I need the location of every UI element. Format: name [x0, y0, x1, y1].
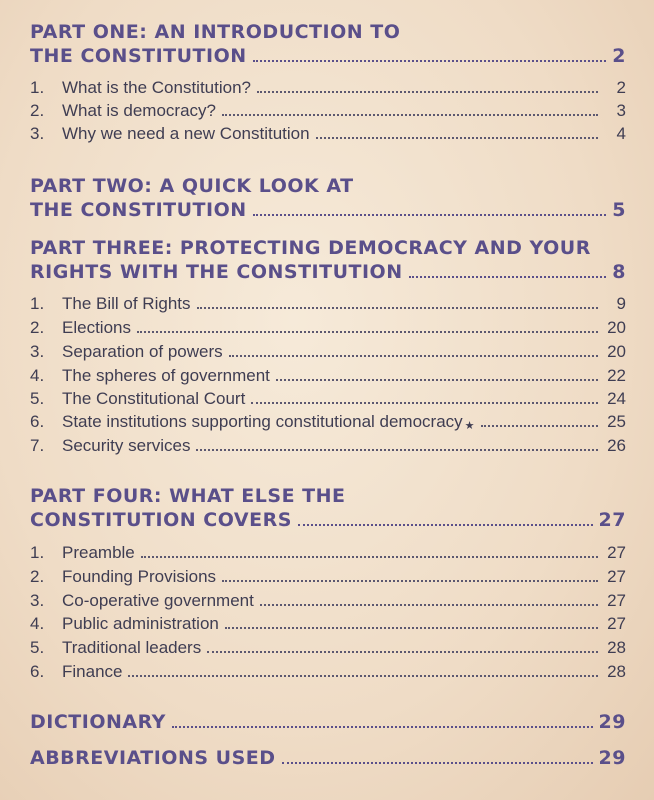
entry-number: 4. [30, 366, 45, 385]
entry-label: Security services [62, 436, 191, 455]
entry-number: 2. [30, 101, 45, 120]
page-number: 4 [616, 124, 626, 143]
part-three-heading[interactable] [30, 236, 626, 284]
page-number: 27 [607, 567, 626, 586]
toc-entry[interactable] [30, 565, 626, 587]
entry-label: The Constitutional Court [62, 389, 246, 408]
leader-dots [197, 307, 599, 309]
part-one-title-line1: PART ONE: AN INTRODUCTION TO [30, 21, 401, 43]
entry-number: 1. [30, 294, 45, 313]
part-three-title-line2: RIGHTS WITH THE CONSTITUTION [30, 261, 403, 283]
leader-dots [253, 214, 607, 216]
page-number: 3 [616, 101, 626, 120]
page-number: 20 [607, 318, 626, 337]
entry-number: 2. [30, 318, 45, 337]
leader-dots [196, 449, 598, 451]
entry-label: Elections [62, 318, 131, 337]
entry-number: 3. [30, 591, 45, 610]
toc-entry[interactable] [30, 364, 626, 386]
toc-entry[interactable] [30, 340, 626, 362]
abbreviations-title: ABBREVIATIONS USED [30, 747, 276, 769]
entry-label: Co-operative government [62, 591, 254, 610]
entry-number: 5. [30, 389, 45, 408]
entry-number: 6. [30, 412, 45, 431]
page-number: 20 [607, 342, 626, 361]
toc-entry[interactable] [30, 589, 626, 611]
page-number: 27 [607, 591, 626, 610]
page-number: 29 [598, 747, 626, 769]
part-three-title-line1: PART THREE: PROTECTING DEMOCRACY AND YOUR [30, 237, 591, 259]
entry-label: Preamble [62, 543, 135, 562]
toc-entry[interactable] [30, 434, 626, 456]
leader-dots [172, 726, 593, 728]
entry-number: 3. [30, 124, 45, 143]
page-number: 5 [612, 199, 626, 221]
page-number: 2 [616, 78, 626, 97]
entry-label: What is democracy? [62, 101, 216, 120]
entry-number: 3. [30, 342, 45, 361]
leader-dots [316, 137, 598, 139]
toc-entry[interactable] [30, 541, 626, 563]
part-four-title-line1: PART FOUR: WHAT ELSE THE [30, 485, 346, 507]
page-number: 9 [616, 294, 626, 313]
leader-dots [128, 675, 598, 677]
entry-label: The Bill of Rights [62, 294, 191, 313]
leader-dots [222, 114, 598, 116]
toc-entry[interactable] [30, 410, 626, 432]
toc-entry[interactable] [30, 660, 626, 682]
page-number: 25 [607, 412, 626, 431]
entry-label: The spheres of government [62, 366, 270, 385]
page-number: 2 [612, 45, 626, 67]
leader-dots [409, 276, 607, 278]
page-number: 22 [607, 366, 626, 385]
entry-label: Public administration [62, 614, 219, 633]
toc-entry[interactable] [30, 316, 626, 338]
part-two-heading[interactable] [30, 174, 626, 222]
entry-label: Why we need a new Constitution [62, 124, 310, 143]
entry-label: Separation of powers [62, 342, 223, 361]
toc-entry[interactable] [30, 292, 626, 314]
toc-entry[interactable] [30, 122, 626, 144]
toc-entry[interactable] [30, 76, 626, 98]
leader-dots [137, 331, 598, 333]
page-number: 28 [607, 638, 626, 657]
leader-dots [251, 402, 598, 404]
entry-label: Founding Provisions [62, 567, 217, 586]
page-number: 28 [607, 662, 626, 681]
entry-number: 5. [30, 638, 45, 657]
part-four-heading[interactable] [30, 484, 626, 532]
entry-label: State institutions supporting constitutional democracy [62, 412, 463, 431]
leader-dots [298, 524, 593, 526]
page-number: 29 [598, 711, 626, 733]
dictionary-heading[interactable] [30, 710, 626, 734]
entry-number: 2. [30, 567, 45, 586]
leader-dots [282, 762, 593, 764]
star-icon: ★ [464, 420, 475, 432]
entry-label: Traditional leaders [62, 638, 202, 657]
part-two-title-line1: PART TWO: A QUICK LOOK AT [30, 175, 354, 197]
page-number: 27 [607, 614, 626, 633]
part-one-title-line2: THE CONSTITUTION [30, 45, 247, 67]
toc-entry[interactable] [30, 387, 626, 409]
entry-number: 7. [30, 436, 45, 455]
part-two-title-line2: THE CONSTITUTION [30, 199, 247, 221]
part-one-heading[interactable] [30, 20, 626, 68]
abbreviations-heading[interactable] [30, 746, 626, 770]
page-number: 26 [607, 436, 626, 455]
entry-number: 1. [30, 543, 45, 562]
leader-dots [260, 604, 598, 606]
entry-number: 1. [30, 78, 45, 97]
entry-label: What is the Constitution? [62, 78, 251, 97]
leader-dots [141, 556, 598, 558]
toc-entry[interactable] [30, 612, 626, 634]
entry-number: 6. [30, 662, 45, 681]
entry-label: Finance [62, 662, 123, 681]
leader-dots [253, 60, 607, 62]
page-number: 27 [607, 543, 626, 562]
page-number: 8 [612, 261, 626, 283]
leader-dots [276, 379, 598, 381]
dictionary-title: DICTIONARY [30, 711, 166, 733]
toc-entry[interactable] [30, 99, 626, 121]
leader-dots [481, 425, 598, 427]
page-number: 27 [598, 509, 626, 531]
toc-entry[interactable] [30, 636, 626, 658]
part-four-title-line2: CONSTITUTION COVERS [30, 509, 292, 531]
leader-dots [222, 580, 598, 582]
leader-dots [257, 91, 598, 93]
page-number: 24 [607, 389, 626, 408]
leader-dots [225, 627, 598, 629]
leader-dots [207, 651, 598, 653]
entry-number: 4. [30, 614, 45, 633]
leader-dots [229, 355, 598, 357]
